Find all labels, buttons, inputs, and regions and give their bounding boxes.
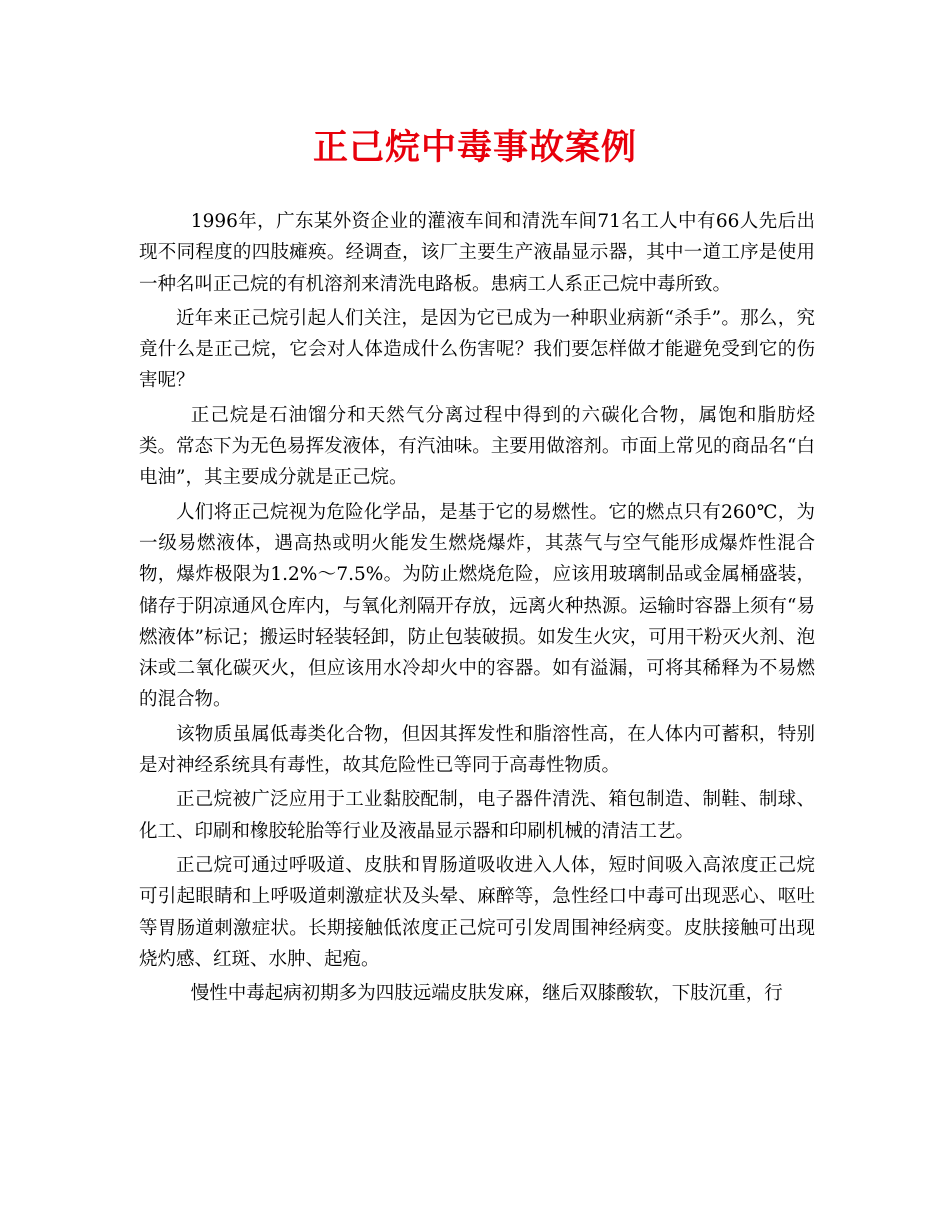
document-title: 正己烷中毒事故案例 [312,127,637,168]
paragraph-what-is-hexane: 正己烷是石油馏分和天然气分离过程中得到的六碳化合物，属饱和脂肪烃类。常态下为无色易挥发液体，有汽油味。主要用做溶剂。市面上常见的商品名“白电油”，其主要成分就是正己烷。 [139,404,815,489]
paragraph-industrial-uses: 正己烷被广泛应用于工业黏胶配制，电子器件清洗、箱包制造、制鞋、制球、化工、印刷和橡胶轮胎等行业及液晶显示器和印刷机械的清洁工艺。 [139,789,815,842]
paragraph-exposure-routes: 正己烷可通过呼吸道、皮肤和胃肠道吸收进入人体，短时间吸入高浓度正己烷可引起眼睛和上呼吸道刺激症状及头晕、麻醉等，急性经口中毒可出现恶心、呕吐等胃肠道刺激症状。长期接触低浓度正己烷可引发周围神经病变。皮肤接触可出现烧灼感、红斑、水肿、起疱。 [139,854,815,970]
paragraph-case-description: 1996年，广东某外资企业的灌液车间和清洗车间71名工人中有66人先后出现不同程度的四肢瘫痪。经调查，该厂主要生产液晶显示器，其中一道工序是使用一种名叫正己烷的有机溶剂来清洗电路板。患病工人系正己烷中毒所致。 [139,211,815,295]
paragraph-introduction-questions: 近年来正己烷引起人们关注，是因为它已成为一种职业病新“杀手”。那么，究竟什么是正己烷，它会对人体造成什么伤害呢？我们要怎样做才能避免受到它的伤害呢？ [139,307,815,392]
paragraph-chronic-poisoning: 慢性中毒起病初期多为四肢远端皮肤发麻，继后双膝酸软，下肢沉重，行 [190,983,783,1005]
paragraph-toxicity: 该物质虽属低毒类化合物，但因其挥发性和脂溶性高，在人体内可蓄积，特别是对神经系统具有毒性，故其危险性已等同于高毒性物质。 [139,723,815,777]
document-body [139,206,815,1009]
paragraph-flammability-storage: 人们将正己烷视为危险化学品，是基于它的易燃性。它的燃点只有260℃，为一级易燃液体，遇高热或明火能发生燃烧爆炸，其蒸气与空气能形成爆炸性混合物，爆炸极限为1.2%～7.5%。为防止燃烧危险，应该用玻璃制品或金属桶盛装，储存于阴凉通风仓库内，与氧化剂隔开存放，远离火种热源。运输时容器上须有“易燃液体”标记；搬运时轻装轻卸，防止包装破损。如发生火灾，可用干粉灭火剂、泡沫或二氧化碳灭火，但应该用水冷却火中的容器。如有溢漏，可将其稀释为不易燃的混合物。 [139,501,815,711]
